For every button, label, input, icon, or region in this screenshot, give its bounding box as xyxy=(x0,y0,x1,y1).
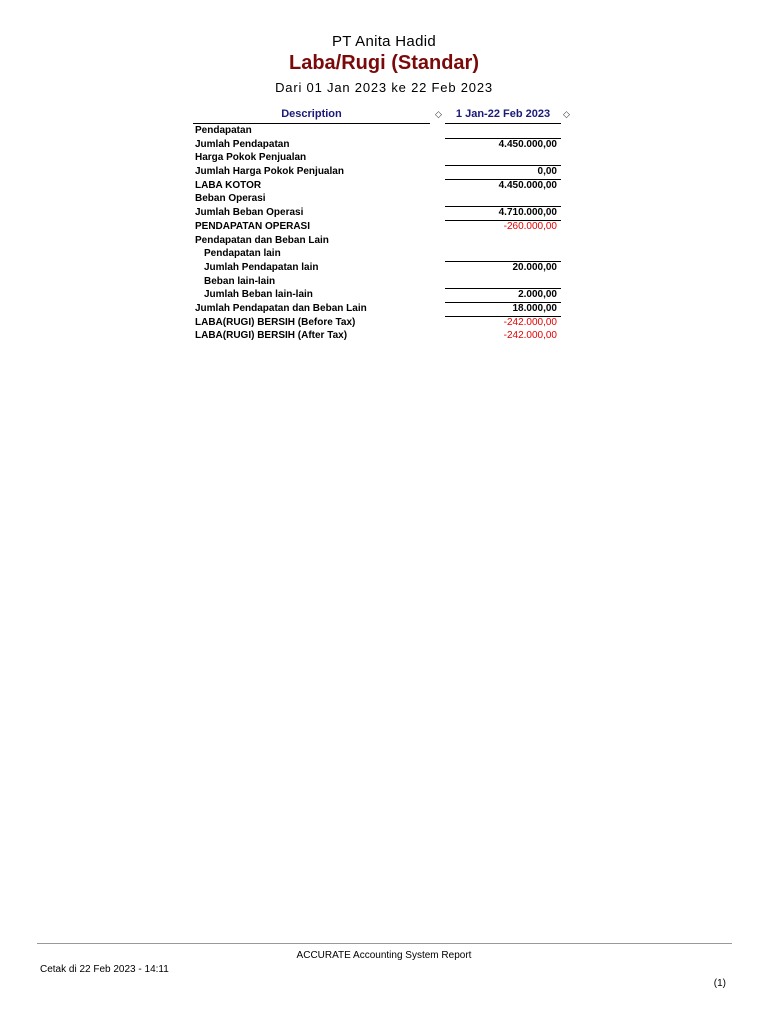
sort-diamond-icon[interactable]: ◇ xyxy=(563,109,570,119)
row-description: LABA(RUGI) BERSIH (Before Tax) xyxy=(195,316,356,328)
table-row xyxy=(193,329,561,343)
row-description: LABA(RUGI) BERSIH (After Tax) xyxy=(195,330,348,342)
row-description: Jumlah Pendapatan dan Beban Lain xyxy=(195,302,367,314)
table-row xyxy=(193,234,561,248)
table-row xyxy=(193,275,561,289)
row-amount: -242.000,00 xyxy=(503,316,557,328)
table-row xyxy=(193,261,561,275)
report-title: Laba/Rugi (Standar) xyxy=(288,52,479,74)
row-description: PENDAPATAN OPERASI xyxy=(195,220,311,232)
row-description: Harga Pokok Penjualan xyxy=(195,152,307,164)
table-row xyxy=(193,206,561,220)
table-row xyxy=(193,220,561,234)
report-table xyxy=(193,124,561,343)
table-row xyxy=(193,302,561,316)
row-description: Jumlah Beban lain-lain xyxy=(204,289,313,301)
row-amount: 4.710.000,00 xyxy=(498,207,557,219)
row-description: Pendapatan dan Beban Lain xyxy=(195,234,329,246)
row-description: Beban lain-lain xyxy=(204,275,276,287)
table-row xyxy=(193,192,561,206)
row-description: Pendapatan lain xyxy=(204,248,281,260)
column-header-description[interactable]: Description xyxy=(193,108,430,124)
table-row xyxy=(193,138,561,152)
footer-system-name: ACCURATE Accounting System Report xyxy=(296,950,472,961)
row-amount: 4.450.000,00 xyxy=(498,138,557,150)
row-amount: 0,00 xyxy=(537,166,557,178)
row-description: Jumlah Harga Pokok Penjualan xyxy=(195,166,344,178)
row-amount: -242.000,00 xyxy=(503,330,557,342)
report-period: Dari 01 Jan 2023 ke 22 Feb 2023 xyxy=(275,80,493,95)
row-amount: -260.000,00 xyxy=(503,220,557,232)
row-description: Pendapatan xyxy=(195,125,252,136)
footer-page-number: (1) xyxy=(713,978,726,989)
table-row xyxy=(193,124,561,138)
table-row xyxy=(193,247,561,261)
footer-print-date: Cetak di 22 Feb 2023 - 14:11 xyxy=(40,964,169,975)
row-amount: 4.450.000,00 xyxy=(498,179,557,191)
column-header-period[interactable]: 1 Jan-22 Feb 2023 xyxy=(445,108,561,124)
row-description: Jumlah Pendapatan xyxy=(195,138,290,150)
row-description: LABA KOTOR xyxy=(195,179,262,191)
row-amount: 2.000,00 xyxy=(518,289,557,301)
row-amount: 20.000,00 xyxy=(512,261,557,273)
row-description: Jumlah Beban Operasi xyxy=(195,207,304,219)
row-amount: 18.000,00 xyxy=(512,302,557,314)
table-row xyxy=(193,179,561,193)
company-name: PT Anita Hadid xyxy=(332,33,436,50)
footer-divider xyxy=(37,943,732,944)
table-row xyxy=(193,165,561,179)
sort-diamond-icon[interactable]: ◇ xyxy=(435,109,442,119)
table-row xyxy=(193,151,561,165)
table-row xyxy=(193,316,561,330)
table-row xyxy=(193,288,561,302)
row-description: Beban Operasi xyxy=(195,193,266,205)
row-description: Jumlah Pendapatan lain xyxy=(204,261,319,273)
